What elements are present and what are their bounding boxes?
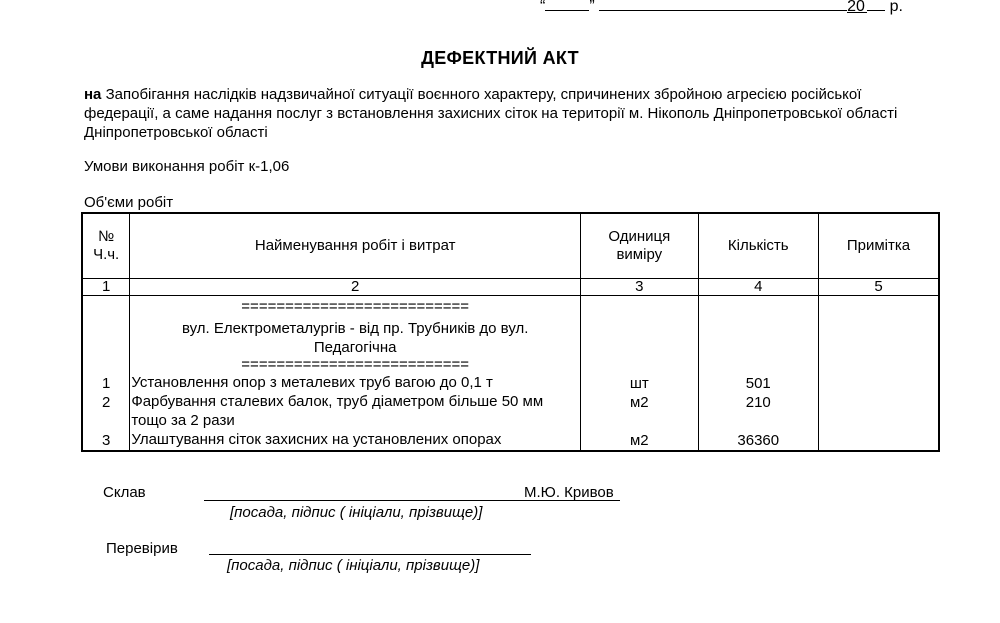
column-number: 1	[82, 279, 130, 296]
checked-label: Перевірив	[106, 540, 178, 557]
date-open-quote: “	[540, 0, 546, 15]
row-unit: м2	[629, 394, 649, 411]
date-line	[540, 0, 903, 16]
section-separator: ==========================	[241, 355, 470, 373]
row-no: 2	[101, 394, 111, 411]
row-qty: 501	[745, 375, 771, 392]
column-number-row	[82, 279, 939, 296]
cell-qty	[698, 296, 818, 452]
row-name: Улаштування сіток захисних на установлених опорах	[131, 430, 502, 448]
col-header-unit: Одиниця виміру	[581, 213, 698, 279]
row-no: 1	[101, 375, 111, 392]
composed-hint: [посада, підпис ( ініціали, прізвище)]	[230, 504, 483, 521]
defect-table	[81, 212, 940, 452]
row-unit: м2	[629, 432, 649, 449]
day-blank	[545, 0, 589, 11]
row-no: 3	[101, 432, 111, 449]
volumes-label: Об'єми робіт	[84, 194, 174, 211]
intro-paragraph	[84, 85, 924, 142]
checked-hint: [посада, підпис ( ініціали, прізвище)]	[227, 557, 480, 574]
column-number: 3	[581, 279, 698, 296]
cell-name	[130, 296, 581, 452]
row-unit: шт	[629, 375, 649, 392]
table-header-row	[82, 213, 939, 279]
date-close-quote: ”	[589, 0, 595, 15]
section-title-line1: вул. Електрометалургів - від пр. Трубників до вул.	[181, 319, 529, 337]
row-qty: 36360	[737, 432, 780, 449]
col-header-name: Найменування робіт і витрат	[130, 213, 581, 279]
composed-label: Склав	[103, 484, 146, 501]
document-title: ДЕФЕКТНИЙ АКТ	[421, 48, 579, 68]
col-header-no: № Ч.ч.	[82, 213, 130, 279]
month-blank	[599, 0, 847, 11]
intro-bold: на	[84, 86, 102, 103]
section-title-line2: Педагогічна	[313, 338, 397, 356]
composed-name: М.Ю. Кривов	[524, 484, 614, 501]
column-number: 5	[818, 279, 939, 296]
year-prefix: 20	[847, 0, 867, 13]
column-number: 4	[698, 279, 818, 296]
row-name: Установлення опор з металевих труб вагою до 0,1 т	[131, 373, 493, 391]
row-name: Фарбування сталевих балок, труб діаметром більше 50 мм тощо за 2 рази	[131, 392, 544, 429]
checked-signature-line	[209, 536, 531, 555]
section-separator: ==========================	[241, 297, 470, 315]
year-blank	[867, 0, 885, 11]
year-suffix: р.	[889, 0, 903, 15]
cell-unit	[581, 296, 698, 452]
column-number: 2	[130, 279, 581, 296]
col-header-note: Примітка	[818, 213, 939, 279]
cell-no	[82, 296, 130, 452]
row-qty: 210	[745, 394, 771, 411]
work-conditions: Умови виконання робіт к-1,06	[84, 158, 290, 175]
cell-note	[818, 296, 939, 452]
col-header-qty: Кількість	[698, 213, 818, 279]
intro-text: Запобігання наслідків надзвичайної ситуації воєнного характеру, спричинених збройною агресією російської федерації, а саме надання послуг з встановлення захисних сіток на території м. Нікополь Дніпропетровської області Дніпропетровської області	[84, 86, 898, 141]
table-body-row	[82, 296, 939, 452]
